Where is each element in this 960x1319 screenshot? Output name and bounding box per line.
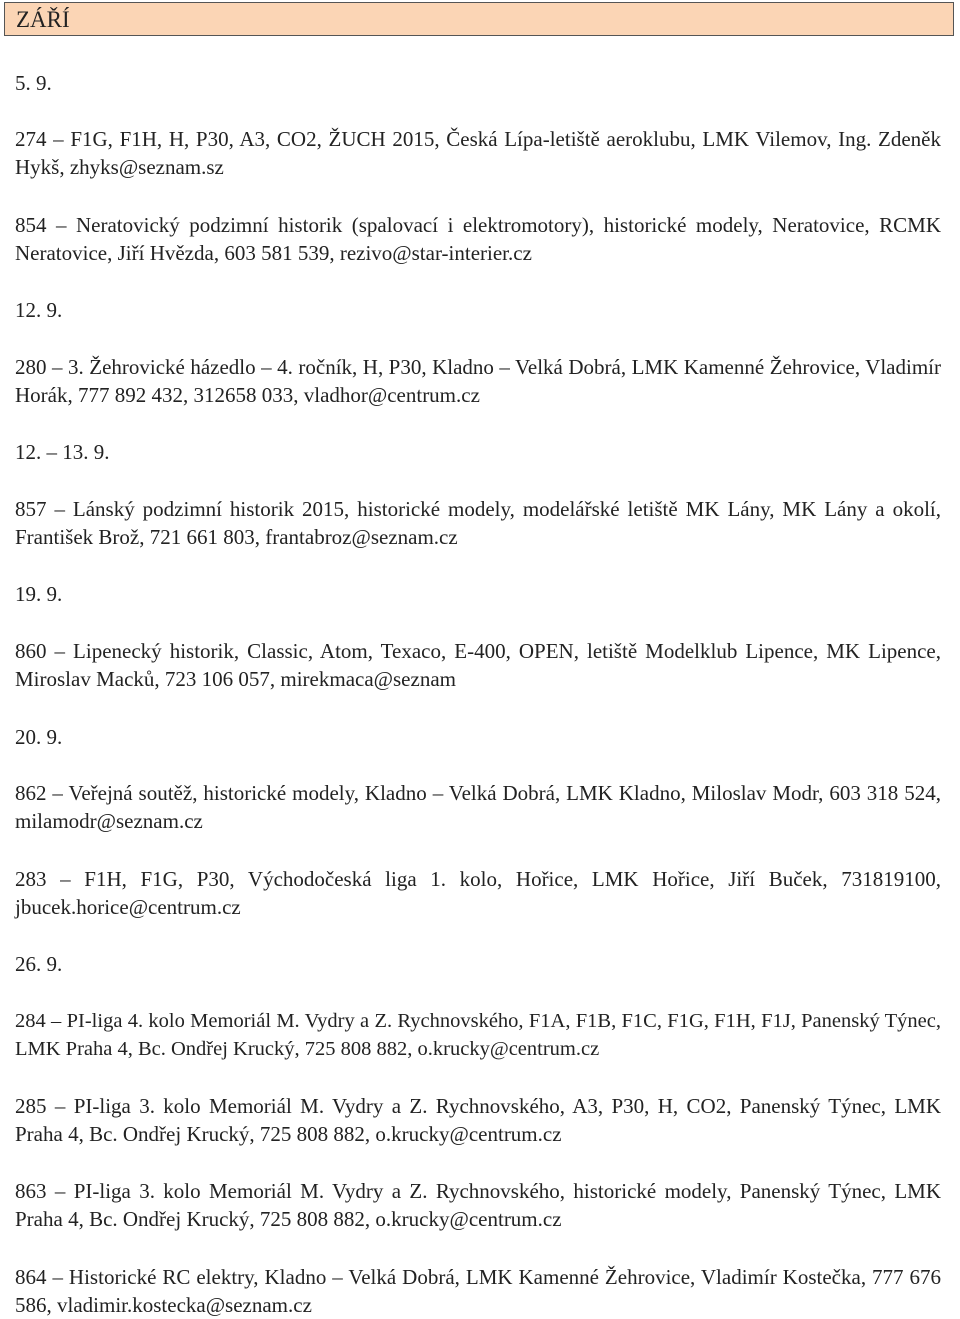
event-entry: 285 – PI-liga 3. kolo Memoriál M. Vydry a Z. Rychnovského, A3, P30, H, CO2, Panenský Týnec, LMK Praha 4, Bc. Ondřej Krucký, 725 808 882, o.krucky@centrum.cz	[15, 1094, 941, 1146]
date-heading: 12. 9.	[15, 298, 63, 322]
month-header: ZÁŘÍ	[4, 2, 954, 36]
date-heading: 12. – 13. 9.	[15, 440, 110, 464]
event-entry: 274 – F1G, F1H, H, P30, A3, CO2, ŽUCH 2015, Česká Lípa-letiště aeroklubu, LMK Vilemov, Ing. Zdeněk Hykš, zhyks@seznam.sz	[15, 127, 941, 179]
date-heading: 20. 9.	[15, 725, 63, 749]
event-entry: 864 – Historické RC elektry, Kladno – Velká Dobrá, LMK Kamenné Žehrovice, Vladimír Kostečka, 777 676 586, vladimir.kostecka@seznam.cz	[15, 1265, 941, 1317]
event-entry: 863 – PI-liga 3. kolo Memoriál M. Vydry a Z. Rychnovského, historické modely, Panenský Týnec, LMK Praha 4, Bc. Ondřej Krucký, 725 808 882, o.krucky@centrum.cz	[15, 1179, 941, 1231]
event-entry: 854 – Neratovický podzimní historik (spalovací i elektromotory), historické modely, Neratovice, RCMK Neratovice, Jiří Hvězda, 603 581 539, rezivo@star-interier.cz	[15, 213, 941, 265]
event-entry: 284 – PI-liga 4. kolo Memoriál M. Vydry a Z. Rychnovského, F1A, F1B, F1C, F1G, F1H, F1J, Panenský Týnec, LMK Praha 4, Bc. Ondřej Krucký, 725 808 882, o.krucky@centrum.cz	[15, 1010, 941, 1060]
date-heading: 26. 9.	[15, 952, 63, 976]
date-heading: 19. 9.	[15, 582, 63, 606]
event-entry: 283 – F1H, F1G, P30, Východočeská liga 1. kolo, Hořice, LMK Hořice, Jiří Buček, 731819100, jbucek.horice@centrum.cz	[15, 867, 941, 919]
event-entry: 280 – 3. Žehrovické házedlo – 4. ročník, H, P30, Kladno – Velká Dobrá, LMK Kamenné Žehrovice, Vladimír Horák, 777 892 432, 312658 033, vladhor@centrum.cz	[15, 355, 941, 407]
date-heading: 5. 9.	[15, 71, 52, 95]
event-entry: 860 – Lipenecký historik, Classic, Atom, Texaco, E-400, OPEN, letiště Modelklub Lipence, MK Lipence, Miroslav Macků, 723 106 057, mirekmaca@seznam	[15, 639, 941, 691]
event-entry: 857 – Lánský podzimní historik 2015, historické modely, modelářské letiště MK Lány, MK Lány a okolí, František Brož, 721 661 803, frantabroz@seznam.cz	[15, 497, 941, 549]
event-entry: 862 – Veřejná soutěž, historické modely, Kladno – Velká Dobrá, LMK Kladno, Miloslav Modr, 603 318 524, milamodr@seznam.cz	[15, 781, 941, 833]
